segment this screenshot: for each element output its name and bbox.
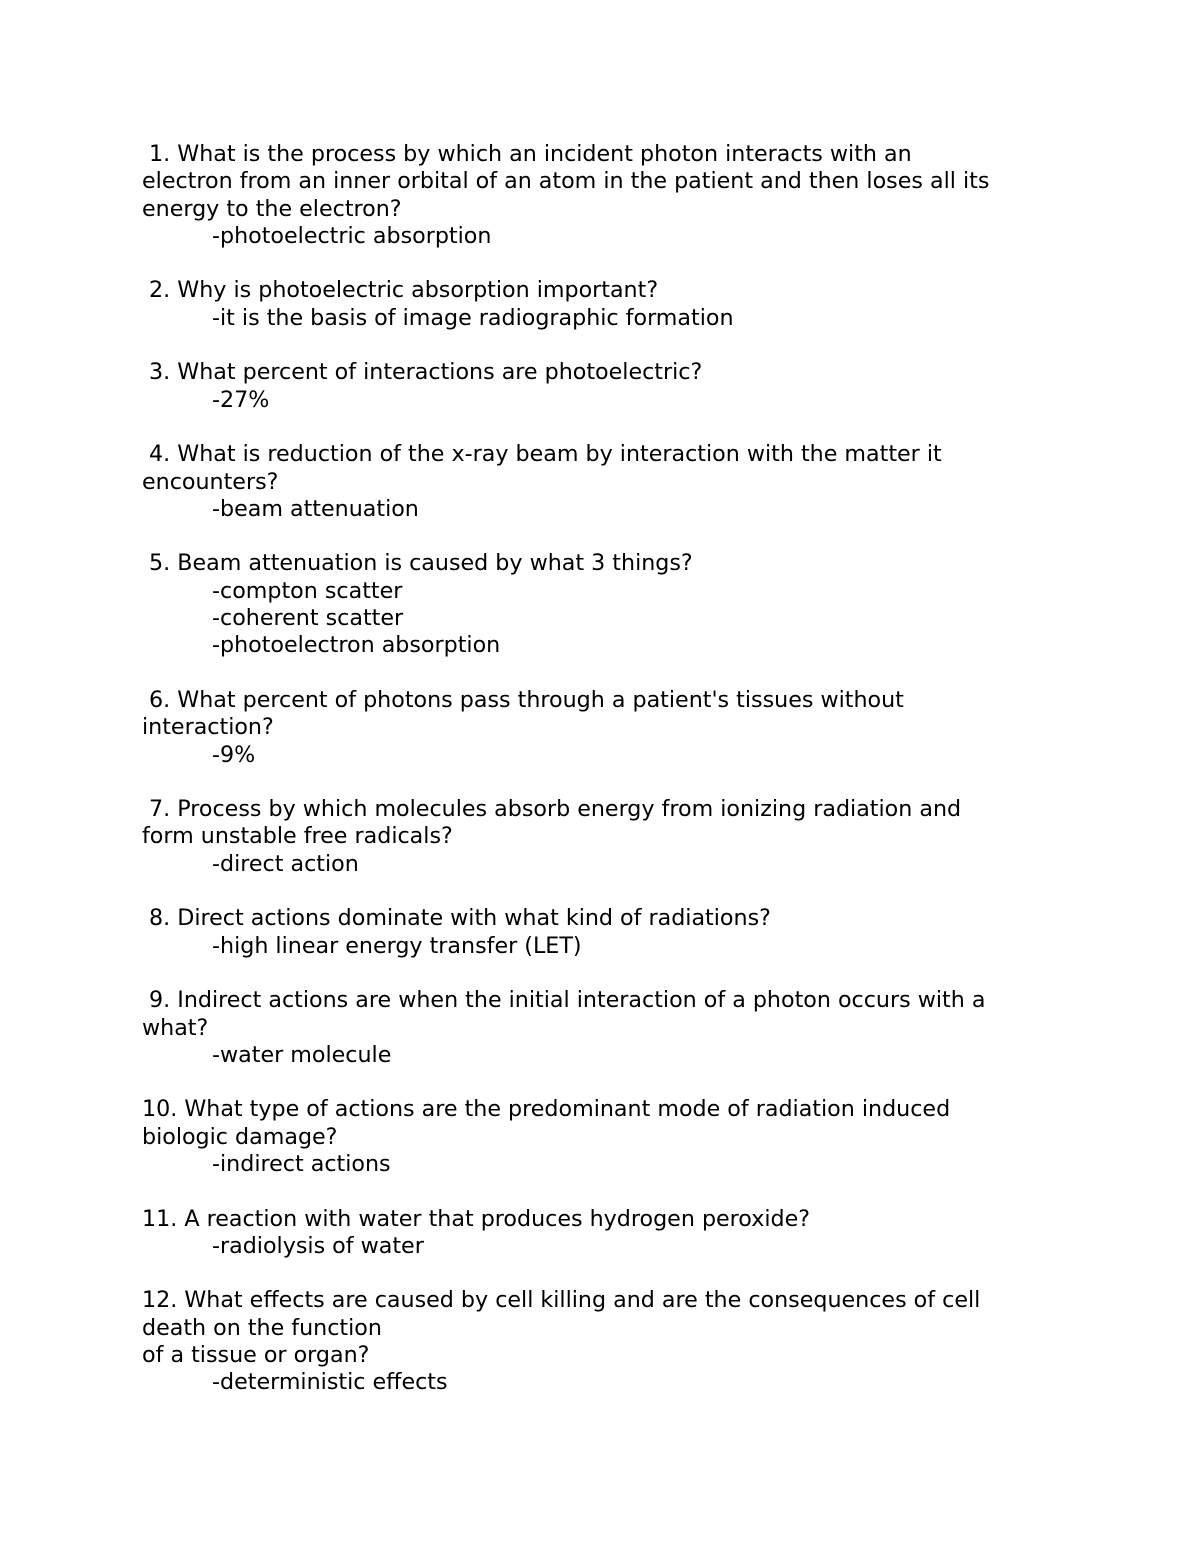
answer-text: -deterministic effects — [212, 1369, 448, 1396]
answer-text: -beam attenuation — [212, 495, 419, 522]
question-item-6 — [142, 687, 1052, 769]
question-text: what? — [142, 1014, 209, 1041]
question-item-5 — [142, 550, 1052, 659]
answer-text: -27% — [212, 386, 270, 413]
answer-text: -compton scatter — [212, 577, 403, 604]
answer-text: -high linear energy transfer (LET) — [212, 932, 582, 959]
question-item-1 — [142, 141, 1052, 250]
question-item-3 — [142, 359, 1052, 414]
question-item-11 — [142, 1206, 1052, 1261]
question-text: 7. Process by which molecules absorb energy from ionizing radiation and — [142, 796, 962, 823]
answer-text: -indirect actions — [212, 1150, 391, 1177]
answer-text: -coherent scatter — [212, 605, 404, 632]
answer-text: -9% — [212, 741, 256, 768]
question-item-4 — [142, 441, 1052, 523]
answer-text: -direct action — [212, 850, 359, 877]
question-item-9 — [142, 987, 1052, 1069]
answer-text: -radiolysis of water — [212, 1232, 424, 1259]
question-list — [142, 141, 1052, 1424]
question-text: encounters? — [142, 468, 279, 495]
answer-text: -photoelectric absorption — [212, 222, 492, 249]
question-item-7 — [142, 796, 1052, 878]
question-text: of a tissue or organ? — [142, 1342, 370, 1369]
answer-text: -photoelectron absorption — [212, 632, 501, 659]
question-text: 5. Beam attenuation is caused by what 3 things? — [142, 550, 693, 577]
question-item-8 — [142, 905, 1052, 960]
question-text: energy to the electron? — [142, 195, 402, 222]
answer-text: -it is the basis of image radiographic formation — [212, 304, 734, 331]
question-text: 10. What type of actions are the predominant mode of radiation induced — [142, 1096, 951, 1123]
question-text: 3. What percent of interactions are photoelectric? — [142, 359, 703, 386]
question-text: interaction? — [142, 714, 274, 741]
question-text: 9. Indirect actions are when the initial interaction of a photon occurs with a — [142, 987, 986, 1014]
question-text: biologic damage? — [142, 1123, 338, 1150]
question-item-10 — [142, 1096, 1052, 1178]
question-item-12 — [142, 1287, 1052, 1396]
question-text: electron from an inner orbital of an atom in the patient and then loses all its — [142, 168, 990, 195]
question-text: 11. A reaction with water that produces hydrogen peroxide? — [142, 1205, 811, 1232]
question-text: 12. What effects are caused by cell killing and are the consequences of cell — [142, 1287, 981, 1314]
question-text: form unstable free radicals? — [142, 823, 453, 850]
question-text: 8. Direct actions dominate with what kind of radiations? — [142, 905, 771, 932]
question-text: death on the function — [142, 1314, 382, 1341]
question-text: 1. What is the process by which an incident photon interacts with an — [142, 141, 912, 167]
answer-text: -water molecule — [212, 1041, 392, 1068]
question-item-2 — [142, 277, 1052, 332]
question-text: 2. Why is photoelectric absorption important? — [142, 277, 659, 304]
question-text: 6. What percent of photons pass through a patient's tissues without — [142, 686, 904, 713]
question-text: 4. What is reduction of the x-ray beam by interaction with the matter it — [142, 441, 942, 468]
